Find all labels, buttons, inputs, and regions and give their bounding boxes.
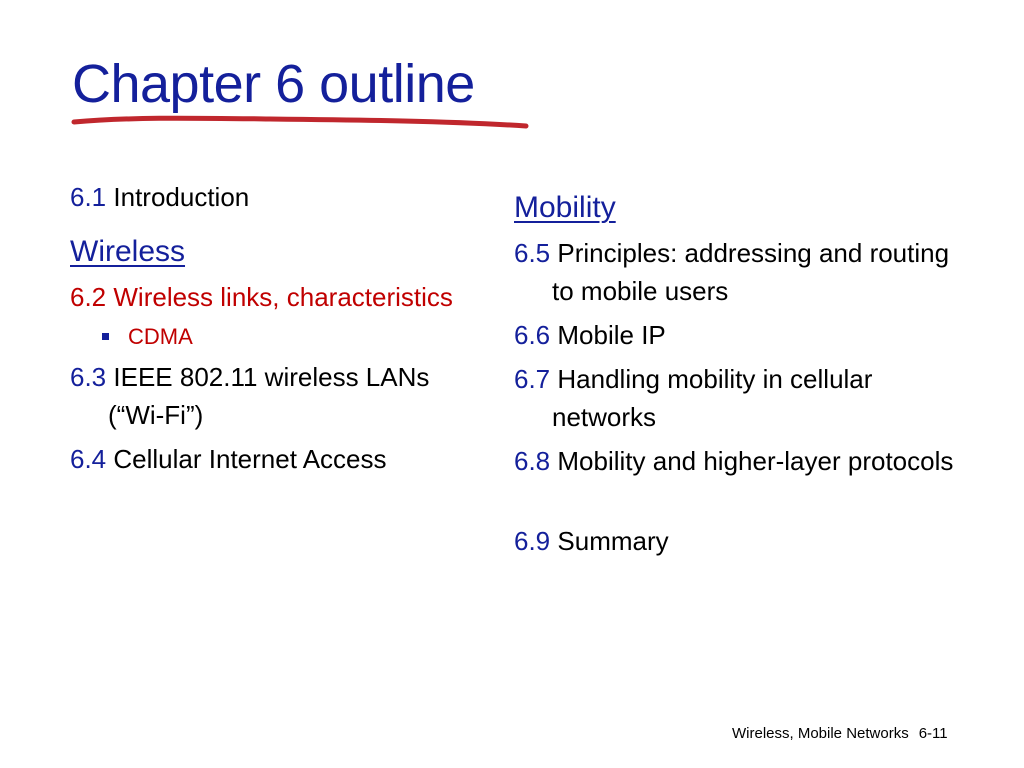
outline-item-6-9 [514,522,954,560]
outline-item-number: 6.1 [70,182,107,212]
outline-item-number: 6.8 [514,446,551,476]
slide-footer [732,724,948,744]
section-heading-wireless: Wireless [70,235,186,268]
outline-item-6-1 [70,178,470,216]
outline-item-number: 6.5 [514,238,551,268]
outline-item-text: Principles: addressing and routing to mobile users [552,238,950,306]
sub-bullet-text: CDMA [128,324,193,349]
left-column [70,178,470,484]
title-underline-stroke [70,112,532,132]
spacer [514,486,954,522]
section-heading-mobility: Mobility [514,191,616,224]
outline-item-number: 6.4 [70,444,107,474]
outline-item-text: Introduction [113,182,250,212]
slide-title: Chapter 6 outline [72,54,475,114]
page-number: 6-11 [918,725,948,742]
right-column [514,178,954,566]
outline-item-number: 6.2 [70,282,107,312]
section-heading-wrapper [514,178,954,234]
outline-item-6-5 [514,234,954,310]
outline-item-number: 6.6 [514,320,551,350]
outline-item-number: 6.9 [514,526,551,556]
outline-item-6-4 [70,440,470,478]
outline-item-text: Summary [557,526,669,556]
outline-item-number: 6.3 [70,362,107,392]
outline-item-text: Wireless links, characteristics [113,282,453,312]
outline-item-6-3 [70,358,470,434]
outline-item-text: Mobile IP [557,320,666,350]
outline-item-text: IEEE 802.11 wireless LANs (“Wi-Fi”) [108,362,430,430]
outline-item-text: Mobility and higher-layer protocols [557,446,954,476]
outline-item-6-2 [70,278,470,316]
outline-item-6-7 [514,360,954,436]
footer-label: Wireless, Mobile Networks [732,725,909,742]
sub-bullet-cdma [128,322,470,352]
outline-item-text: Handling mobility in cellular networks [552,364,873,432]
section-heading-wrapper [70,222,470,278]
outline-item-text: Cellular Internet Access [113,444,387,474]
square-bullet-icon [102,333,109,340]
outline-item-number: 6.7 [514,364,551,394]
outline-item-6-8 [514,442,954,480]
outline-item-6-6 [514,316,954,354]
